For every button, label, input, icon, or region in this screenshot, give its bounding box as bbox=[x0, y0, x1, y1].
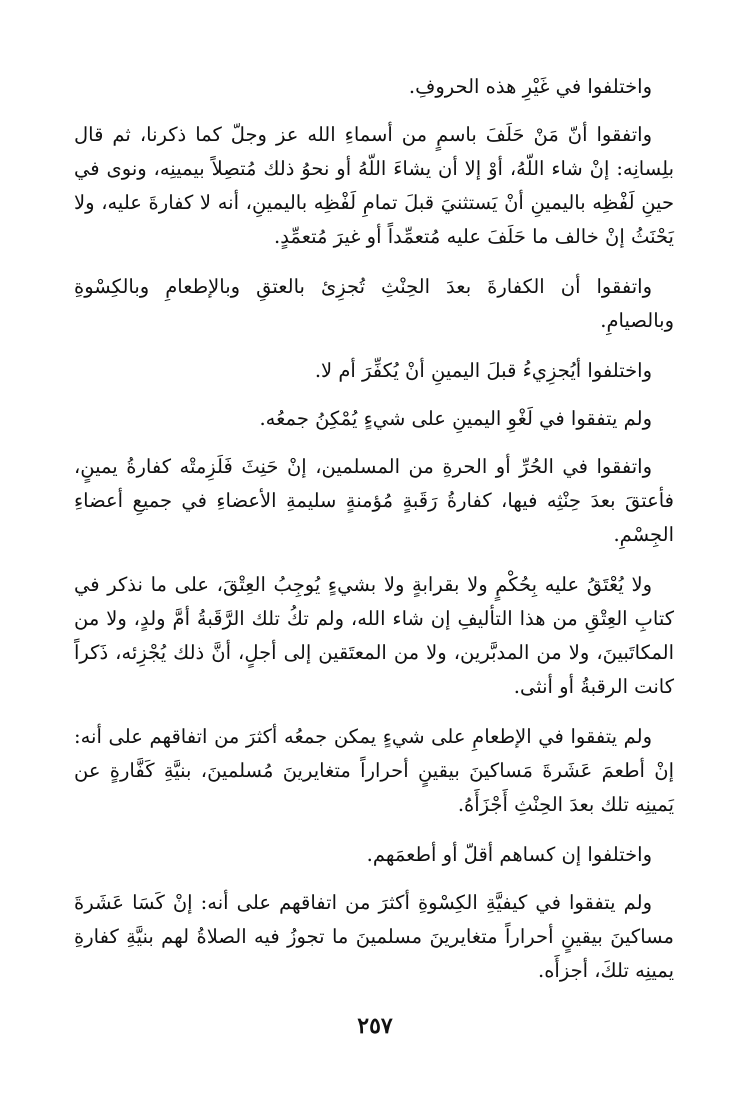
paragraph-2: واتفقوا أنّ مَنْ حَلَفَ باسمٍ من أسماءِ الله عز وجلّ كما ذكرنا، ثم قال بلِسانِه: إنْ شاء اللّهُ، أوْ إلا أن يشاءَ اللّهُ أو نحوُ ذلك مُتصِلاً بيمينِه، ونوى في حينِ لَفْظِه باليمينِ أنْ يَستثنيَ قبلَ تمامِ لَفْظِه باليمينِ، أنه لا كفارةَ عليه، ولا يَحْنَثُ إنْ خالف ما حَلَفَ عليه مُتعمِّداً أو غيرَ مُتعمِّدٍ. bbox=[74, 123, 674, 248]
paragraph-7: ولا يُعْتَقُ عليه بِحُكْمٍ ولا بقرابةٍ ولا بشيءٍ يُوجِبُ العِتْقَ، على ما نذكر في كتابِ العِتْقِ من هذا التأليفِ إن شاء الله، ولم تكُ تلك الرَّقَبةُ أمَّ ولدٍ، ولا من المكاتَبينَ، ولا من المدبَّرين، ولا من المعتَقين إلى أجلٍ، أنَّ ذلك يُجْزِئه، ذَكراً كانت الرقبةُ أو أنثى. bbox=[74, 573, 674, 698]
paragraph-1: واختلفوا في غَيْرِ هذه الحروفِ. bbox=[408, 75, 652, 98]
paragraph-5: ولم يتفقوا في لَغْوِ اليمينِ على شيءٍ يُمْكِنُ جمعُه. bbox=[259, 407, 652, 430]
paragraph-9: واختلفوا إن كساهم أقلّ أو أطعمَهم. bbox=[366, 843, 652, 866]
paragraph-6: واتفقوا في الحُرِّ أو الحرةِ من المسلمين، إنْ حَنِثَ فَلَزِمتْه كفارةُ يمينٍ، فأعتقَ بعدَ حِنْثِه فيها، كفارةُ رَقَبةٍ مُؤمنةٍ سليمةِ الأعضاءِ في جميعِ أعضاءِ الجِسْمِ. bbox=[74, 455, 674, 546]
paragraph-3: واتفقوا أن الكفارةَ بعدَ الحِنْثِ تُجزِئ بالعتقِ وبالإطعامِ وبالكِسْوةِ وبالصيامِ. bbox=[74, 275, 674, 332]
page-number: ٢٥٧ bbox=[357, 1013, 393, 1039]
paragraph-10: ولم يتفقوا في كيفيَّةِ الكِسْوةِ أكثرَ من اتفاقهم على أنه: إنْ كَسَا عَشَرةَ مساكينَ بيقينٍ أحراراً متغايرينَ مسلمينَ ما تجوزُ فيه الصلاةُ لهم بنيَّةِ كفارةِ يمينِه تلكَ، أجزأَه. bbox=[74, 891, 674, 982]
paragraph-8: ولم يتفقوا في الإطعامِ على شيءٍ يمكن جمعُه أكثرَ من اتفاقهم على أنه: إنْ أطعمَ عَشَرةَ مَساكينَ بيقينٍ أحراراً متغايرينَ مُسلمينَ، بنيَّةِ كَفَّارةٍ عن يَمينِه تلك بعدَ الحِنْثِ أَجْزَأَهُ. bbox=[74, 725, 674, 816]
paragraph-4: واختلفوا أيُجزِيءُ قبلَ اليمينِ أنْ يُكفِّرَ أم لا. bbox=[314, 359, 652, 382]
page-text bbox=[74, 70, 674, 1004]
